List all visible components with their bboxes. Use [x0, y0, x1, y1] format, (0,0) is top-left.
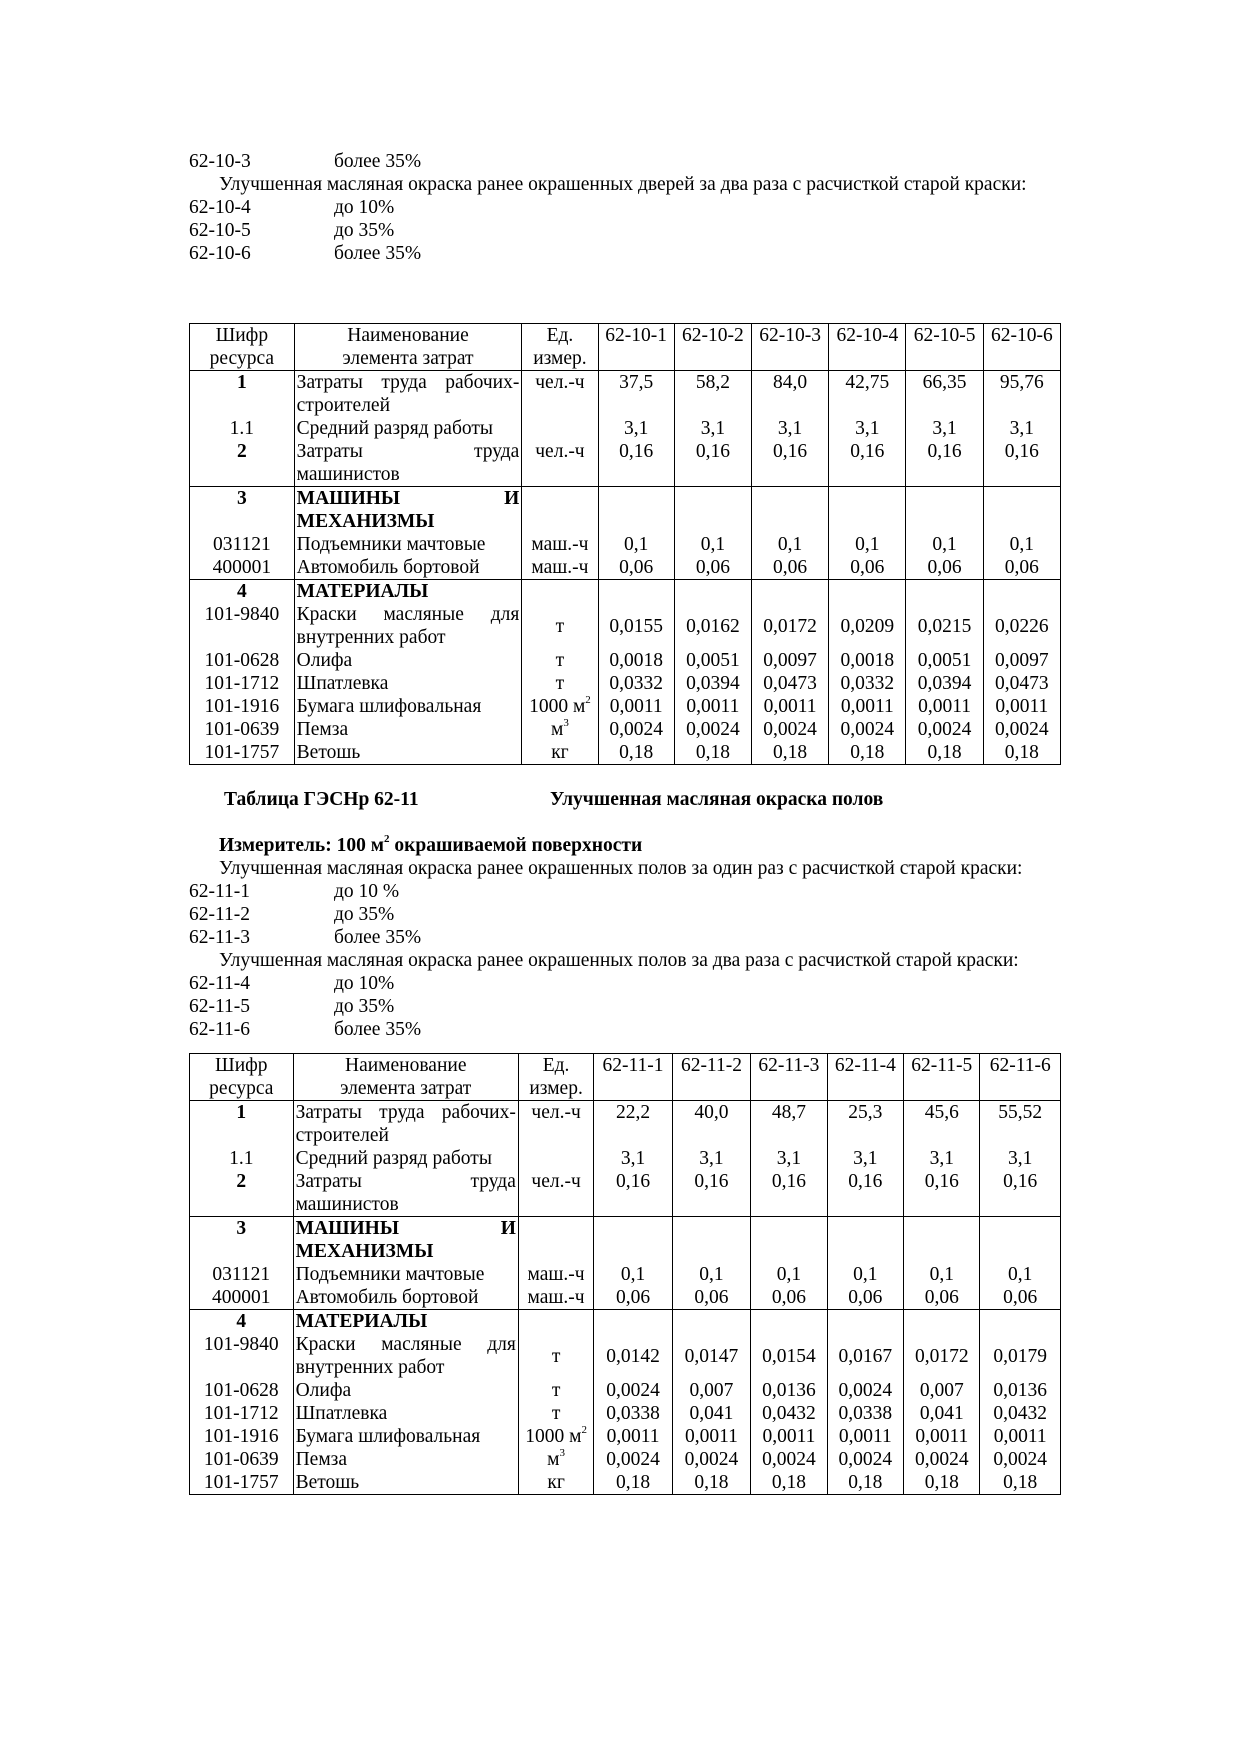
code-line: [189, 972, 1059, 995]
resource-table-62-10: [189, 323, 1061, 765]
row-unit: $м^3$: [518, 1448, 593, 1471]
row-value: 0,18: [674, 741, 751, 765]
row-value: 0,1: [980, 1263, 1061, 1286]
row-value: 0,0167: [827, 1333, 903, 1379]
table-header-row: [190, 324, 1061, 371]
code-line: [189, 242, 1059, 265]
row-name: Олифа: [294, 649, 522, 672]
row-unit: т: [518, 1333, 593, 1379]
row-value: 0,0226: [983, 603, 1060, 649]
row-value: 0,06: [751, 1286, 827, 1310]
row-value: 84,0: [752, 371, 829, 418]
document-page: [189, 150, 1059, 1495]
row-value: 0,0011: [674, 695, 751, 718]
row-value: 0,0432: [751, 1402, 827, 1425]
row-unit: 1000 $м^2$: [522, 695, 598, 718]
row-value: 0,0051: [906, 649, 983, 672]
row-value: 0,0024: [672, 1448, 750, 1471]
row-value: 0,041: [904, 1402, 980, 1425]
group-name: МАТЕРИАЛЫ: [293, 1310, 518, 1334]
row-code: 101-1712: [190, 1402, 294, 1425]
row-value: 0,0011: [672, 1425, 750, 1448]
row-value: 0,0011: [752, 695, 829, 718]
row-code: 1.1: [190, 417, 295, 440]
row-value: 0,0018: [598, 649, 674, 672]
row-value: 0,18: [751, 1471, 827, 1495]
row-code: 101-9840: [190, 1333, 294, 1379]
row-value: 22,2: [594, 1101, 672, 1148]
row-name: Олифа: [293, 1379, 518, 1402]
row-name: Краски масляные для внутренних работ: [294, 603, 522, 649]
row-value: 0,16: [672, 1170, 750, 1217]
row-value: 0,0432: [980, 1402, 1061, 1425]
code-text: более 35%: [334, 1019, 422, 1040]
row-unit: маш.-ч: [518, 1286, 593, 1310]
row-name: Пемза: [293, 1448, 518, 1471]
row-value: 48,7: [751, 1101, 827, 1148]
row-code: 101-9840: [190, 603, 295, 649]
table-row: [190, 1448, 1061, 1471]
row-value: 0,0097: [752, 649, 829, 672]
header-col: 62-10-3: [752, 324, 829, 371]
row-value: 0,06: [827, 1286, 903, 1310]
code: 62-11-5: [189, 996, 251, 1017]
table-row: [190, 1425, 1061, 1448]
row-name: Ветошь: [294, 741, 522, 765]
row-value: 58,2: [674, 371, 751, 418]
code-text: более 35%: [334, 243, 422, 264]
row-code: 031121: [190, 533, 295, 556]
group-row: [190, 580, 1061, 604]
code-text: до 10%: [334, 197, 395, 218]
row-code: 101-1916: [190, 695, 295, 718]
group-code: 3: [190, 487, 295, 534]
table-row: [190, 695, 1061, 718]
row-unit: чел.-ч: [518, 1101, 593, 1148]
row-value: 0,16: [906, 440, 983, 487]
header-col: 62-11-1: [594, 1054, 672, 1101]
group-name: МАШИНЫ И МЕХАНИЗМЫ: [293, 1217, 518, 1264]
code: 62-10-5: [189, 220, 251, 241]
table-row: [190, 649, 1061, 672]
row-value: 0,0024: [904, 1448, 980, 1471]
row-value: 3,1: [752, 417, 829, 440]
row-value: 0,0024: [598, 718, 674, 741]
table-row: [190, 1147, 1061, 1170]
row-value: 0,0011: [751, 1425, 827, 1448]
code: 62-11-4: [189, 973, 251, 994]
measure-line: Измеритель: 100 $м^2$ окрашиваемой поверхности: [219, 833, 643, 856]
table-row: [190, 1286, 1061, 1310]
code: 62-11-3: [189, 927, 251, 948]
row-value: 0,007: [904, 1379, 980, 1402]
row-value: 0,0011: [829, 695, 906, 718]
row-value: 42,75: [829, 371, 906, 418]
row-value: 0,007: [672, 1379, 750, 1402]
header-col: 62-10-5: [906, 324, 983, 371]
row-unit: маш.-ч: [522, 556, 598, 580]
row-value: 0,1: [752, 533, 829, 556]
row-value: 0,0142: [594, 1333, 672, 1379]
row-name: Краски масляные для внутренних работ: [293, 1333, 518, 1379]
row-value: 0,0011: [827, 1425, 903, 1448]
code-line: [189, 196, 1059, 219]
row-value: 0,1: [594, 1263, 672, 1286]
row-value: 3,1: [904, 1147, 980, 1170]
row-value: 0,1: [829, 533, 906, 556]
header-col: 62-11-2: [672, 1054, 750, 1101]
row-value: 0,0394: [906, 672, 983, 695]
row-code: 101-0628: [190, 649, 295, 672]
row-value: 0,0147: [672, 1333, 750, 1379]
row-value: 0,0011: [904, 1425, 980, 1448]
header-name: Наименование элемента затрат: [293, 1054, 518, 1101]
row-name: Автомобиль бортовой: [293, 1286, 518, 1310]
row-value: 0,0155: [598, 603, 674, 649]
row-name: Автомобиль бортовой: [294, 556, 522, 580]
row-value: 0,06: [598, 556, 674, 580]
row-value: 0,0011: [983, 695, 1060, 718]
row-value: 0,0024: [906, 718, 983, 741]
code-line: [189, 219, 1059, 242]
row-name: Ветошь: [293, 1471, 518, 1495]
row-value: 0,0018: [829, 649, 906, 672]
row-value: 0,16: [983, 440, 1060, 487]
table-row: [190, 1101, 1061, 1148]
table-row: [190, 1333, 1061, 1379]
row-code: 101-1712: [190, 672, 295, 695]
row-name: Пемза: [294, 718, 522, 741]
row-unit: маш.-ч: [518, 1263, 593, 1286]
group-name: МАТЕРИАЛЫ: [294, 580, 522, 604]
header-col: 62-11-6: [980, 1054, 1061, 1101]
row-value: 0,0024: [594, 1379, 672, 1402]
row-value: 0,18: [672, 1471, 750, 1495]
table-row: [190, 1402, 1061, 1425]
row-value: 0,0179: [980, 1333, 1061, 1379]
row-name: Бумага шлифовальная: [294, 695, 522, 718]
row-value: 0,0024: [674, 718, 751, 741]
row-value: 0,0209: [829, 603, 906, 649]
row-value: 55,52: [980, 1101, 1061, 1148]
row-value: 0,16: [751, 1170, 827, 1217]
row-name: Шпатлевка: [293, 1402, 518, 1425]
row-code: 031121: [190, 1263, 294, 1286]
table-title: Улучшенная масляная окраска полов: [550, 789, 884, 810]
code: 62-10-4: [189, 197, 251, 218]
row-value: 3,1: [598, 417, 674, 440]
row-unit: т: [522, 649, 598, 672]
row-value: 0,0024: [983, 718, 1060, 741]
table-row: [190, 603, 1061, 649]
row-value: 0,1: [906, 533, 983, 556]
code-line: [189, 995, 1059, 1018]
row-value: 0,18: [906, 741, 983, 765]
row-value: 3,1: [980, 1147, 1061, 1170]
code-text: до 10 %: [334, 881, 400, 902]
row-value: 3,1: [672, 1147, 750, 1170]
table-row: [190, 1379, 1061, 1402]
row-value: 0,16: [674, 440, 751, 487]
table-row: [190, 672, 1061, 695]
row-unit: т: [518, 1402, 593, 1425]
row-value: 25,3: [827, 1101, 903, 1148]
row-code: 1: [190, 1101, 294, 1148]
paragraph: Улучшенная масляная окраска ранее окрашенных дверей за два раза с расчисткой старой краски:: [219, 174, 1027, 195]
row-code: 101-0639: [190, 1448, 294, 1471]
row-value: 0,1: [598, 533, 674, 556]
row-value: 0,0051: [674, 649, 751, 672]
row-value: 3,1: [827, 1147, 903, 1170]
row-value: 0,0394: [674, 672, 751, 695]
row-unit: [522, 417, 598, 440]
row-unit: т: [522, 603, 598, 649]
table-row: [190, 1263, 1061, 1286]
group-row: [190, 1310, 1061, 1334]
row-value: 0,06: [594, 1286, 672, 1310]
group-code: 4: [190, 1310, 294, 1334]
row-value: 0,0011: [598, 695, 674, 718]
header-col: 62-10-6: [983, 324, 1060, 371]
row-value: 0,16: [598, 440, 674, 487]
row-code: 1: [190, 371, 295, 418]
row-value: 0,06: [980, 1286, 1061, 1310]
row-code: 400001: [190, 1286, 294, 1310]
row-code: 400001: [190, 556, 295, 580]
row-value: 0,0024: [980, 1448, 1061, 1471]
row-value: 0,06: [906, 556, 983, 580]
table-row: [190, 1170, 1061, 1217]
code: 62-10-3: [189, 151, 251, 172]
code-line: [189, 1018, 1059, 1041]
row-value: 0,041: [672, 1402, 750, 1425]
row-value: 0,18: [904, 1471, 980, 1495]
row-name: Средний разряд работы: [293, 1147, 518, 1170]
row-value: 0,18: [752, 741, 829, 765]
paragraph: Улучшенная масляная окраска ранее окрашенных полов за два раза с расчисткой старой краски:: [219, 950, 1019, 971]
row-value: 0,0172: [904, 1333, 980, 1379]
row-unit: кг: [522, 741, 598, 765]
code: 62-11-2: [189, 904, 251, 925]
row-unit: маш.-ч: [522, 533, 598, 556]
code-text: более 35%: [334, 151, 422, 172]
row-unit: чел.-ч: [522, 440, 598, 487]
row-unit: чел.-ч: [518, 1170, 593, 1217]
row-name: Шпатлевка: [294, 672, 522, 695]
row-code: 101-1757: [190, 1471, 294, 1495]
code-text: до 35%: [334, 220, 395, 241]
header-col: 62-10-1: [598, 324, 674, 371]
row-name: Средний разряд работы: [294, 417, 522, 440]
header-name: Наименование элемента затрат: [294, 324, 522, 371]
row-value: 0,06: [904, 1286, 980, 1310]
header-code: Шифр ресурса: [190, 324, 295, 371]
code: 62-11-1: [189, 881, 251, 902]
row-value: 0,0473: [752, 672, 829, 695]
header-col: 62-11-4: [827, 1054, 903, 1101]
row-value: 0,0011: [594, 1425, 672, 1448]
row-value: 0,06: [674, 556, 751, 580]
row-value: 0,0338: [594, 1402, 672, 1425]
row-value: 0,18: [983, 741, 1060, 765]
row-value: 0,0097: [983, 649, 1060, 672]
row-unit: $м^3$: [522, 718, 598, 741]
row-value: 0,0215: [906, 603, 983, 649]
header-code: Шифр ресурса: [190, 1054, 294, 1101]
code-line: [189, 903, 1059, 926]
row-unit: 1000 $м^2$: [518, 1425, 593, 1448]
group-code: 4: [190, 580, 295, 604]
row-value: 0,0011: [906, 695, 983, 718]
table-row: [190, 1471, 1061, 1495]
row-value: 0,1: [672, 1263, 750, 1286]
row-value: 0,0024: [827, 1448, 903, 1471]
code-text: более 35%: [334, 927, 422, 948]
row-value: 0,1: [827, 1263, 903, 1286]
group-name: МАШИНЫ И МЕХАНИЗМЫ: [294, 487, 522, 534]
row-code: 2: [190, 1170, 294, 1217]
row-unit: чел.-ч: [522, 371, 598, 418]
row-value: 0,18: [598, 741, 674, 765]
row-value: 0,06: [672, 1286, 750, 1310]
row-value: 0,06: [829, 556, 906, 580]
row-value: 0,0024: [827, 1379, 903, 1402]
table-row: [190, 371, 1061, 418]
table-row: [190, 440, 1061, 487]
row-value: 0,0136: [751, 1379, 827, 1402]
paragraph: Улучшенная масляная окраска ранее окрашенных полов за один раз с расчисткой старой краски:: [219, 858, 1023, 879]
table-label: Таблица ГЭСНр 62-11: [224, 789, 419, 810]
row-name: Подъемники мачтовые: [293, 1263, 518, 1286]
row-value: 3,1: [983, 417, 1060, 440]
group-code: 3: [190, 1217, 294, 1264]
table-header-row: [190, 1054, 1061, 1101]
row-value: 0,18: [827, 1471, 903, 1495]
row-name: Затраты труда машинистов: [293, 1170, 518, 1217]
row-name: Затраты труда машинистов: [294, 440, 522, 487]
row-value: 0,0024: [751, 1448, 827, 1471]
row-value: 0,16: [980, 1170, 1061, 1217]
code-line: [189, 880, 1059, 903]
row-value: 0,0172: [752, 603, 829, 649]
row-unit: [518, 1147, 593, 1170]
row-value: 0,06: [752, 556, 829, 580]
row-value: 0,0011: [980, 1425, 1061, 1448]
row-value: 45,6: [904, 1101, 980, 1148]
header-col: 62-10-4: [829, 324, 906, 371]
table-row: [190, 556, 1061, 580]
row-code: 2: [190, 440, 295, 487]
row-value: 0,0332: [598, 672, 674, 695]
row-value: 3,1: [594, 1147, 672, 1170]
row-value: 0,18: [829, 741, 906, 765]
row-value: 0,16: [827, 1170, 903, 1217]
table-title-line: [189, 788, 1059, 811]
row-value: 0,1: [674, 533, 751, 556]
row-value: 40,0: [672, 1101, 750, 1148]
header-col: 62-11-5: [904, 1054, 980, 1101]
code: 62-11-6: [189, 1019, 251, 1040]
row-code: 101-1916: [190, 1425, 294, 1448]
row-value: 0,18: [980, 1471, 1061, 1495]
table-row: [190, 417, 1061, 440]
table-row: [190, 533, 1061, 556]
table-row: [190, 718, 1061, 741]
row-value: 0,16: [904, 1170, 980, 1217]
row-unit: т: [522, 672, 598, 695]
row-value: 3,1: [829, 417, 906, 440]
row-value: 37,5: [598, 371, 674, 418]
row-name: Затраты труда рабочих-строителей: [293, 1101, 518, 1148]
row-value: 3,1: [751, 1147, 827, 1170]
row-value: 0,0154: [751, 1333, 827, 1379]
group-row: [190, 1217, 1061, 1264]
row-unit: т: [518, 1379, 593, 1402]
row-value: 0,1: [983, 533, 1060, 556]
header-col: 62-11-3: [751, 1054, 827, 1101]
row-value: 0,0332: [829, 672, 906, 695]
row-value: 0,0473: [983, 672, 1060, 695]
header-unit: Ед. измер.: [518, 1054, 593, 1101]
row-value: 0,0024: [594, 1448, 672, 1471]
header-unit: Ед. измер.: [522, 324, 598, 371]
header-col: 62-10-2: [674, 324, 751, 371]
row-value: 0,06: [983, 556, 1060, 580]
row-value: 66,35: [906, 371, 983, 418]
table-row: [190, 741, 1061, 765]
code-text: до 10%: [334, 973, 395, 994]
row-value: 3,1: [674, 417, 751, 440]
row-unit: кг: [518, 1471, 593, 1495]
row-name: Подъемники мачтовые: [294, 533, 522, 556]
code-text: до 35%: [334, 996, 395, 1017]
row-value: 0,16: [594, 1170, 672, 1217]
code-text: до 35%: [334, 904, 395, 925]
code: 62-10-6: [189, 243, 251, 264]
resource-table-62-11: [189, 1053, 1061, 1495]
row-name: Бумага шлифовальная: [293, 1425, 518, 1448]
row-value: 0,16: [752, 440, 829, 487]
code-line: [189, 150, 1059, 173]
code-line: [189, 926, 1059, 949]
row-value: 0,1: [751, 1263, 827, 1286]
row-code: 101-0639: [190, 718, 295, 741]
row-value: 3,1: [906, 417, 983, 440]
row-value: 0,0338: [827, 1402, 903, 1425]
row-name: Затраты труда рабочих-строителей: [294, 371, 522, 418]
row-value: 0,18: [594, 1471, 672, 1495]
group-row: [190, 487, 1061, 534]
row-value: 0,0024: [829, 718, 906, 741]
row-code: 1.1: [190, 1147, 294, 1170]
row-value: 0,0136: [980, 1379, 1061, 1402]
row-value: 0,1: [904, 1263, 980, 1286]
row-value: 0,0024: [752, 718, 829, 741]
row-code: 101-1757: [190, 741, 295, 765]
row-value: 0,0162: [674, 603, 751, 649]
row-value: 0,16: [829, 440, 906, 487]
row-code: 101-0628: [190, 1379, 294, 1402]
row-value: 95,76: [983, 371, 1060, 418]
